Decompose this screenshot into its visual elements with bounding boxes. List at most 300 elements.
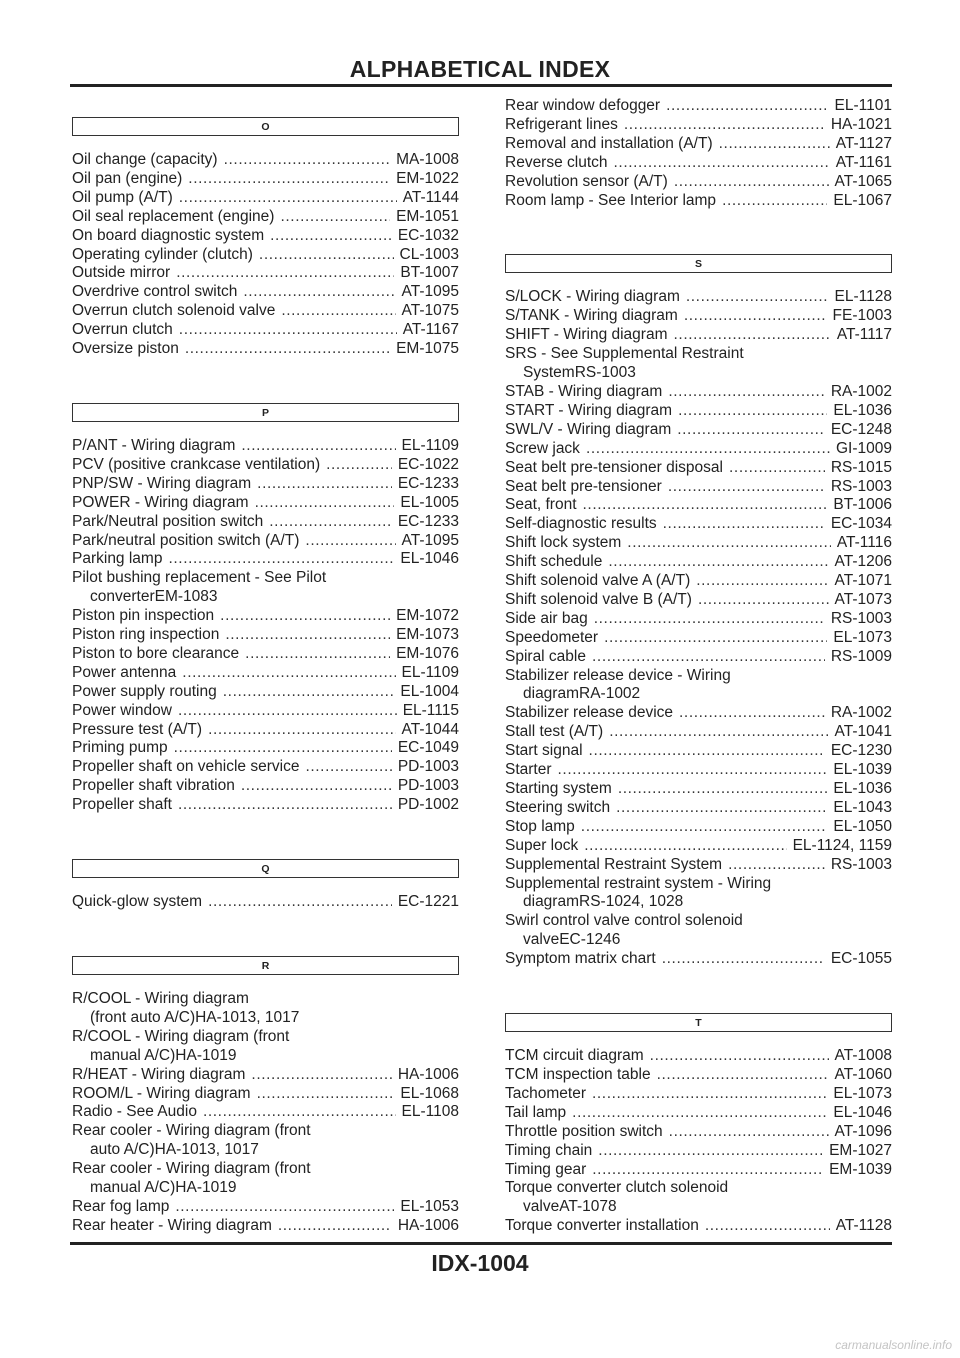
index-entry-term: Oil change (capacity)	[72, 151, 218, 168]
dot-leader	[592, 1161, 823, 1180]
dot-leader	[728, 856, 825, 875]
index-entry-term: Screw jack	[505, 439, 580, 457]
index-entry-term-continued: auto A/C)	[90, 1141, 155, 1159]
index-entry	[505, 799, 892, 818]
section-gap	[505, 273, 892, 288]
index-entry-term: START - Wiring diagram	[505, 401, 673, 419]
index-entry-page-ref: RA-1002	[830, 704, 892, 722]
index-entry	[505, 326, 892, 345]
section-letter-header: R	[72, 956, 459, 975]
index-entry-page-ref: AT-1075	[401, 302, 459, 320]
index-entry	[72, 475, 459, 494]
index-entry	[72, 246, 459, 265]
index-column-right	[505, 97, 892, 1236]
index-entry-page-ref: GI-1009	[835, 439, 892, 457]
index-entry-term: Propeller shaft	[72, 796, 172, 814]
index-entry-list	[72, 151, 459, 359]
dot-leader	[278, 1217, 392, 1236]
index-entry-term: Tachometer	[505, 1084, 586, 1102]
dot-leader	[678, 402, 827, 421]
index-entry	[505, 534, 892, 553]
index-entry	[72, 721, 459, 740]
dot-leader	[624, 116, 825, 135]
section-gap	[72, 878, 459, 893]
dot-leader	[594, 610, 825, 629]
dot-leader	[668, 383, 824, 402]
dot-leader	[684, 307, 827, 326]
dot-leader	[245, 645, 390, 664]
index-entry-term: Propeller shaft on vehicle service	[72, 758, 300, 776]
dot-leader	[696, 572, 828, 591]
index-entry-page-ref: EC-1246	[559, 931, 621, 949]
index-entry-term-continued: converter	[90, 588, 155, 606]
index-entry	[505, 1085, 892, 1104]
index-column-left	[72, 117, 459, 1236]
index-entry	[72, 1103, 459, 1122]
index-entry-page-ref: HA-1013, 1017	[195, 1008, 300, 1026]
dot-leader	[270, 227, 392, 246]
index-entry	[505, 572, 892, 591]
index-entry	[505, 1104, 892, 1123]
index-entry-term: Torque converter installation	[505, 1217, 699, 1235]
index-entry	[505, 950, 892, 969]
index-entry-term: Park/Neutral position switch	[72, 512, 264, 530]
index-entry-page-ref: HA-1021	[830, 115, 892, 133]
index-entry-term-continued: diagram	[523, 893, 579, 911]
index-entry	[505, 135, 892, 154]
index-entry-term: Parking lamp	[72, 550, 163, 568]
index-entry	[72, 777, 459, 796]
dot-leader	[185, 340, 390, 359]
dot-leader	[220, 607, 390, 626]
index-entry-page-ref: EL-1068	[400, 1084, 459, 1102]
index-entry	[72, 1122, 459, 1160]
index-entry	[505, 383, 892, 402]
section-gap	[505, 969, 892, 1013]
index-entry-continuation	[72, 1009, 459, 1028]
index-entry-page-ref: EM-1051	[396, 207, 459, 225]
footer-rule	[70, 1242, 892, 1245]
dot-leader	[614, 154, 830, 173]
dot-leader	[225, 626, 390, 645]
index-entry	[72, 1198, 459, 1217]
index-entry-page-ref: EL-1046	[833, 1103, 892, 1121]
index-entry	[505, 704, 892, 723]
dot-leader	[686, 288, 829, 307]
index-entry-term: Starter	[505, 761, 552, 779]
dot-leader	[650, 1047, 829, 1066]
dot-leader	[259, 246, 394, 265]
index-entry	[505, 496, 892, 515]
index-entry-page-ref: BT-1007	[400, 264, 459, 282]
index-entry	[72, 796, 459, 815]
index-entry-term: Rear fog lamp	[72, 1197, 170, 1215]
index-entry	[505, 97, 892, 116]
index-entry	[72, 151, 459, 170]
index-entry	[72, 645, 459, 664]
index-entry	[505, 723, 892, 742]
index-entry	[72, 189, 459, 208]
section-gap	[505, 210, 892, 254]
index-entry-term: Piston to bore clearance	[72, 644, 240, 662]
index-entry-list	[505, 288, 892, 969]
index-entry-term-continued: System	[523, 364, 575, 382]
index-entry	[505, 610, 892, 629]
index-entry-page-ref: AT-1167	[402, 321, 459, 339]
index-entry-term-continued: manual A/C)	[90, 1179, 176, 1197]
index-entry-term: Seat belt pre-tensioner disposal	[505, 458, 723, 476]
index-entry-term: Steering switch	[505, 798, 611, 816]
index-entry-page-ref: EL-1005	[400, 493, 459, 511]
dot-leader	[176, 264, 394, 283]
dot-leader	[326, 456, 392, 475]
index-entry-page-ref: EL-1108	[401, 1103, 459, 1121]
index-entry-term: PNP/SW - Wiring diagram	[72, 474, 252, 492]
index-entry-page-ref: AT-1096	[834, 1122, 892, 1140]
dot-leader	[255, 494, 395, 513]
index-entry	[505, 1047, 892, 1066]
index-entry	[72, 302, 459, 321]
index-entry-continuation	[72, 588, 459, 607]
index-entry-page-ref: EL-1101	[834, 97, 892, 114]
index-entry-term: Piston ring inspection	[72, 626, 220, 644]
index-entry	[505, 116, 892, 135]
index-entry	[72, 456, 459, 475]
index-entry	[72, 494, 459, 513]
dot-leader	[257, 1085, 395, 1104]
index-entry	[505, 154, 892, 173]
dot-leader	[581, 818, 828, 837]
index-entry	[72, 283, 459, 302]
index-entry-term: Start signal	[505, 742, 583, 760]
dot-leader	[674, 173, 829, 192]
index-entry-page-ref: HA-1013, 1017	[154, 1141, 259, 1159]
index-entry-term: Quick-glow system	[72, 893, 203, 911]
dot-leader	[604, 629, 827, 648]
index-entry-page-ref: EC-1055	[830, 950, 892, 968]
index-entry-term: Propeller shaft vibration	[72, 777, 235, 795]
dot-leader	[669, 1123, 829, 1142]
index-entry-term: P/ANT - Wiring diagram	[72, 436, 236, 454]
index-entry-page-ref: EC-1221	[397, 893, 459, 911]
index-entry-page-ref: EL-1036	[833, 401, 892, 419]
index-entry-term: R/COOL - Wiring diagram (front	[72, 1027, 290, 1045]
index-entry-term: Supplemental Restraint System	[505, 855, 723, 873]
dot-leader	[627, 534, 831, 553]
index-entry-term: S/TANK - Wiring diagram	[505, 307, 678, 325]
index-entry-page-ref: HA-1019	[175, 1179, 237, 1197]
index-entry-term: SRS - See Supplemental Restraint	[505, 345, 744, 363]
index-entry	[505, 912, 892, 950]
index-entry-page-ref: EC-1022	[397, 455, 459, 473]
section-gap	[72, 975, 459, 990]
index-entry-page-ref: AT-1206	[834, 553, 892, 571]
dot-leader	[572, 1104, 827, 1123]
index-entry	[505, 307, 892, 326]
index-entry	[72, 607, 459, 626]
index-entry	[505, 421, 892, 440]
index-entry	[505, 856, 892, 875]
dot-leader	[662, 950, 825, 969]
index-entry-page-ref: HA-1019	[175, 1046, 237, 1064]
dot-leader	[178, 702, 397, 721]
index-entry-term: Speedometer	[505, 628, 599, 646]
index-entry-term: Throttle position switch	[505, 1122, 663, 1140]
index-entry-page-ref: RS-1003	[830, 477, 892, 495]
index-entry-term: Overrun clutch	[72, 321, 173, 339]
index-entry-term: Side air bag	[505, 609, 588, 627]
index-entry-page-ref: AT-1060	[834, 1065, 892, 1083]
index-entry-page-ref: EC-1248	[830, 420, 892, 438]
index-entry-term-continued: valve	[523, 1198, 560, 1216]
index-entry	[505, 402, 892, 421]
index-entry	[72, 513, 459, 532]
dot-leader	[224, 151, 391, 170]
index-entry-term: Refrigerant lines	[505, 115, 618, 133]
index-entry-term: Power supply routing	[72, 682, 217, 700]
dot-leader	[243, 283, 395, 302]
index-entry	[505, 1179, 892, 1217]
index-entry-term: Seat, front	[505, 496, 577, 514]
index-entry	[72, 170, 459, 189]
index-entry-term: SWL/V - Wiring diagram	[505, 420, 672, 438]
index-entry-term: Radio - See Audio	[72, 1103, 197, 1121]
index-entry-page-ref: EM-1072	[396, 607, 459, 625]
index-entry-page-ref: AT-1095	[401, 283, 459, 301]
dot-leader	[679, 704, 825, 723]
index-entry-continuation	[72, 1141, 459, 1160]
index-entry-term: Shift lock system	[505, 534, 622, 552]
index-entry-page-ref: AT-1128	[835, 1217, 892, 1235]
index-entry-page-ref: EL-1043	[833, 798, 892, 816]
dot-leader	[179, 189, 397, 208]
index-entry-term: Timing gear	[505, 1160, 587, 1178]
index-entry-continuation	[505, 685, 892, 704]
index-entry	[72, 1085, 459, 1104]
index-entry-list	[505, 97, 892, 210]
index-entry-page-ref: AT-1041	[834, 723, 892, 741]
index-entry-page-ref: RS-1009	[830, 647, 892, 665]
index-entry	[505, 192, 892, 211]
index-entry-term: Oil pump (A/T)	[72, 188, 173, 206]
index-entry-page-ref: PD-1003	[397, 777, 459, 795]
dot-leader	[182, 664, 395, 683]
index-entry-page-ref: EC-1032	[397, 226, 459, 244]
index-entry-term: Shift solenoid valve B (A/T)	[505, 590, 692, 608]
index-entry-page-ref: EL-1050	[833, 817, 892, 835]
index-entry	[505, 837, 892, 856]
index-entry-continuation	[505, 893, 892, 912]
index-entry-term-continued: diagram	[523, 685, 579, 703]
index-entry	[505, 1217, 892, 1236]
index-entry	[505, 515, 892, 534]
index-entry-term: Self-diagnostic results	[505, 515, 657, 533]
index-entry	[72, 1066, 459, 1085]
index-entry-term: Symptom matrix chart	[505, 950, 656, 968]
index-entry-term: SHIFT - Wiring diagram	[505, 326, 668, 344]
index-entry-term: Rear heater - Wiring diagram	[72, 1216, 272, 1234]
index-entry-page-ref: AT-1044	[401, 720, 459, 738]
index-entry-page-ref: EC-1230	[830, 742, 892, 760]
dot-leader	[280, 208, 390, 227]
index-entry-page-ref: EC-1233	[397, 474, 459, 492]
section-gap	[72, 815, 459, 859]
index-entry-term: Outside mirror	[72, 264, 171, 282]
dot-leader	[666, 97, 828, 116]
index-entry	[505, 1066, 892, 1085]
index-entry	[505, 761, 892, 780]
index-entry-term: POWER - Wiring diagram	[72, 493, 249, 511]
index-entry	[505, 591, 892, 610]
index-entry-term: Reverse clutch	[505, 153, 608, 171]
dot-leader	[618, 780, 828, 799]
index-entry-page-ref: EL-1124, 1159	[792, 836, 892, 854]
index-entry-list	[505, 1047, 892, 1236]
dot-leader	[729, 459, 825, 478]
index-entry-term: Super lock	[505, 836, 579, 854]
index-entry-page-ref: EC-1034	[830, 515, 892, 533]
dot-leader	[584, 837, 786, 856]
section-letter-header: O	[72, 117, 459, 136]
index-entry	[505, 459, 892, 478]
index-entry-term: Timing chain	[505, 1141, 593, 1159]
index-entry	[72, 626, 459, 645]
dot-leader	[305, 758, 391, 777]
index-entry-term: Shift solenoid valve A (A/T)	[505, 572, 691, 590]
index-entry	[505, 1123, 892, 1142]
index-entry-page-ref: AT-1116	[836, 534, 892, 552]
section-letter-header: T	[505, 1013, 892, 1032]
index-entry-page-ref: AT-1117	[836, 326, 892, 344]
dot-leader	[719, 135, 830, 154]
index-entry-term: Park/neutral position switch (A/T)	[72, 531, 300, 549]
index-entry-term: Piston pin inspection	[72, 607, 215, 625]
index-entry-term: Overdrive control switch	[72, 283, 238, 301]
index-entry-page-ref: RS-1024, 1028	[579, 893, 684, 911]
dot-leader	[179, 321, 397, 340]
dot-leader	[241, 777, 392, 796]
index-entry	[72, 758, 459, 777]
index-entry-page-ref: EM-1073	[396, 626, 459, 644]
index-entry-continuation	[72, 1179, 459, 1198]
index-entry-term: R/HEAT - Wiring diagram	[72, 1065, 246, 1083]
index-entry-page-ref: HA-1006	[397, 1065, 459, 1083]
index-entry-list	[72, 990, 459, 1236]
index-entry-term: Starting system	[505, 780, 612, 797]
dot-leader	[668, 478, 825, 497]
index-entry-term: S/LOCK - Wiring diagram	[505, 288, 680, 306]
index-entry-term: Pilot bushing replacement - See Pilot	[72, 569, 327, 587]
index-entry	[72, 264, 459, 283]
dot-leader	[677, 421, 825, 440]
index-entry-page-ref: EM-1076	[396, 644, 459, 662]
index-entry	[72, 739, 459, 758]
dot-leader	[208, 893, 392, 912]
index-entry	[505, 667, 892, 705]
dot-leader	[269, 513, 392, 532]
index-entry	[505, 780, 892, 799]
index-entry	[72, 664, 459, 683]
index-entry-term: Power window	[72, 701, 172, 719]
index-entry-term: Stall test (A/T)	[505, 723, 604, 741]
index-entry	[72, 569, 459, 607]
index-entry-term: Oil pan (engine)	[72, 169, 183, 187]
index-entry	[505, 818, 892, 837]
index-entry-page-ref: RS-1003	[574, 364, 636, 382]
index-entry	[505, 1161, 892, 1180]
index-entry-term: ROOM/L - Wiring diagram	[72, 1084, 251, 1102]
dot-leader	[589, 742, 825, 761]
index-entry-page-ref: EL-1039	[833, 761, 892, 779]
dot-leader	[241, 437, 395, 456]
index-entry-term: Removal and installation (A/T)	[505, 134, 713, 152]
index-entry	[505, 345, 892, 383]
section-gap	[72, 912, 459, 956]
index-entry-page-ref: EM-1039	[829, 1160, 892, 1178]
index-entry-page-ref: EL-1109	[401, 663, 459, 681]
index-entry-page-ref: AT-1071	[834, 572, 892, 590]
dot-leader	[305, 532, 395, 551]
index-entry	[505, 478, 892, 497]
index-entry	[72, 990, 459, 1028]
index-entry	[72, 437, 459, 456]
index-entry-continuation	[72, 1047, 459, 1066]
index-entry-page-ref: EL-1073	[833, 628, 892, 646]
index-entry-term: STAB - Wiring diagram	[505, 382, 663, 400]
index-entry-page-ref: EM-1075	[396, 340, 459, 358]
index-entry-page-ref: AT-1161	[835, 153, 892, 171]
dot-leader	[663, 515, 825, 534]
dot-leader	[223, 683, 395, 702]
index-entry	[505, 629, 892, 648]
index-entry	[72, 683, 459, 702]
index-entry	[505, 648, 892, 667]
index-entry-continuation	[505, 931, 892, 950]
index-entry-page-ref: AT-1127	[835, 134, 892, 152]
index-entry-page-ref: AT-1065	[834, 172, 892, 190]
index-entry-page-ref: AT-1095	[401, 531, 459, 549]
index-entry	[72, 702, 459, 721]
index-entry-term: Room lamp - See Interior lamp	[505, 191, 717, 209]
index-entry-page-ref: EC-1233	[397, 512, 459, 530]
index-entry-page-ref: EL-1046	[400, 550, 459, 568]
index-entry-term: On board diagnostic system	[72, 226, 265, 244]
index-entry-page-ref: FE-1003	[832, 307, 892, 325]
index-entry-page-ref: EC-1049	[397, 739, 459, 757]
section-letter-header: S	[505, 254, 892, 273]
index-entry-term: Revolution sensor (A/T)	[505, 172, 668, 190]
index-entry	[505, 440, 892, 459]
dot-leader	[592, 1085, 827, 1104]
index-entry-term: Overrun clutch solenoid valve	[72, 302, 276, 320]
index-entry-list	[72, 893, 459, 912]
page-number: IDX-1004	[431, 1250, 529, 1276]
index-entry-page-ref: AT-1008	[834, 1047, 892, 1065]
index-entry-page-ref: EL-1115	[402, 701, 459, 719]
index-entry-term: Power antenna	[72, 663, 177, 681]
index-entry	[505, 173, 892, 192]
index-entry-term: Operating cylinder (clutch)	[72, 245, 253, 263]
dot-leader	[705, 1217, 830, 1236]
index-entry-term: Priming pump	[72, 739, 168, 757]
index-entry	[72, 1217, 459, 1236]
index-entry-page-ref: EL-1067	[833, 191, 892, 209]
index-entry	[72, 893, 459, 912]
index-entry-page-ref: EL-1053	[400, 1197, 459, 1215]
dot-leader	[609, 723, 828, 742]
index-entry-page-ref: HA-1006	[397, 1216, 459, 1234]
dot-leader	[175, 1198, 394, 1217]
